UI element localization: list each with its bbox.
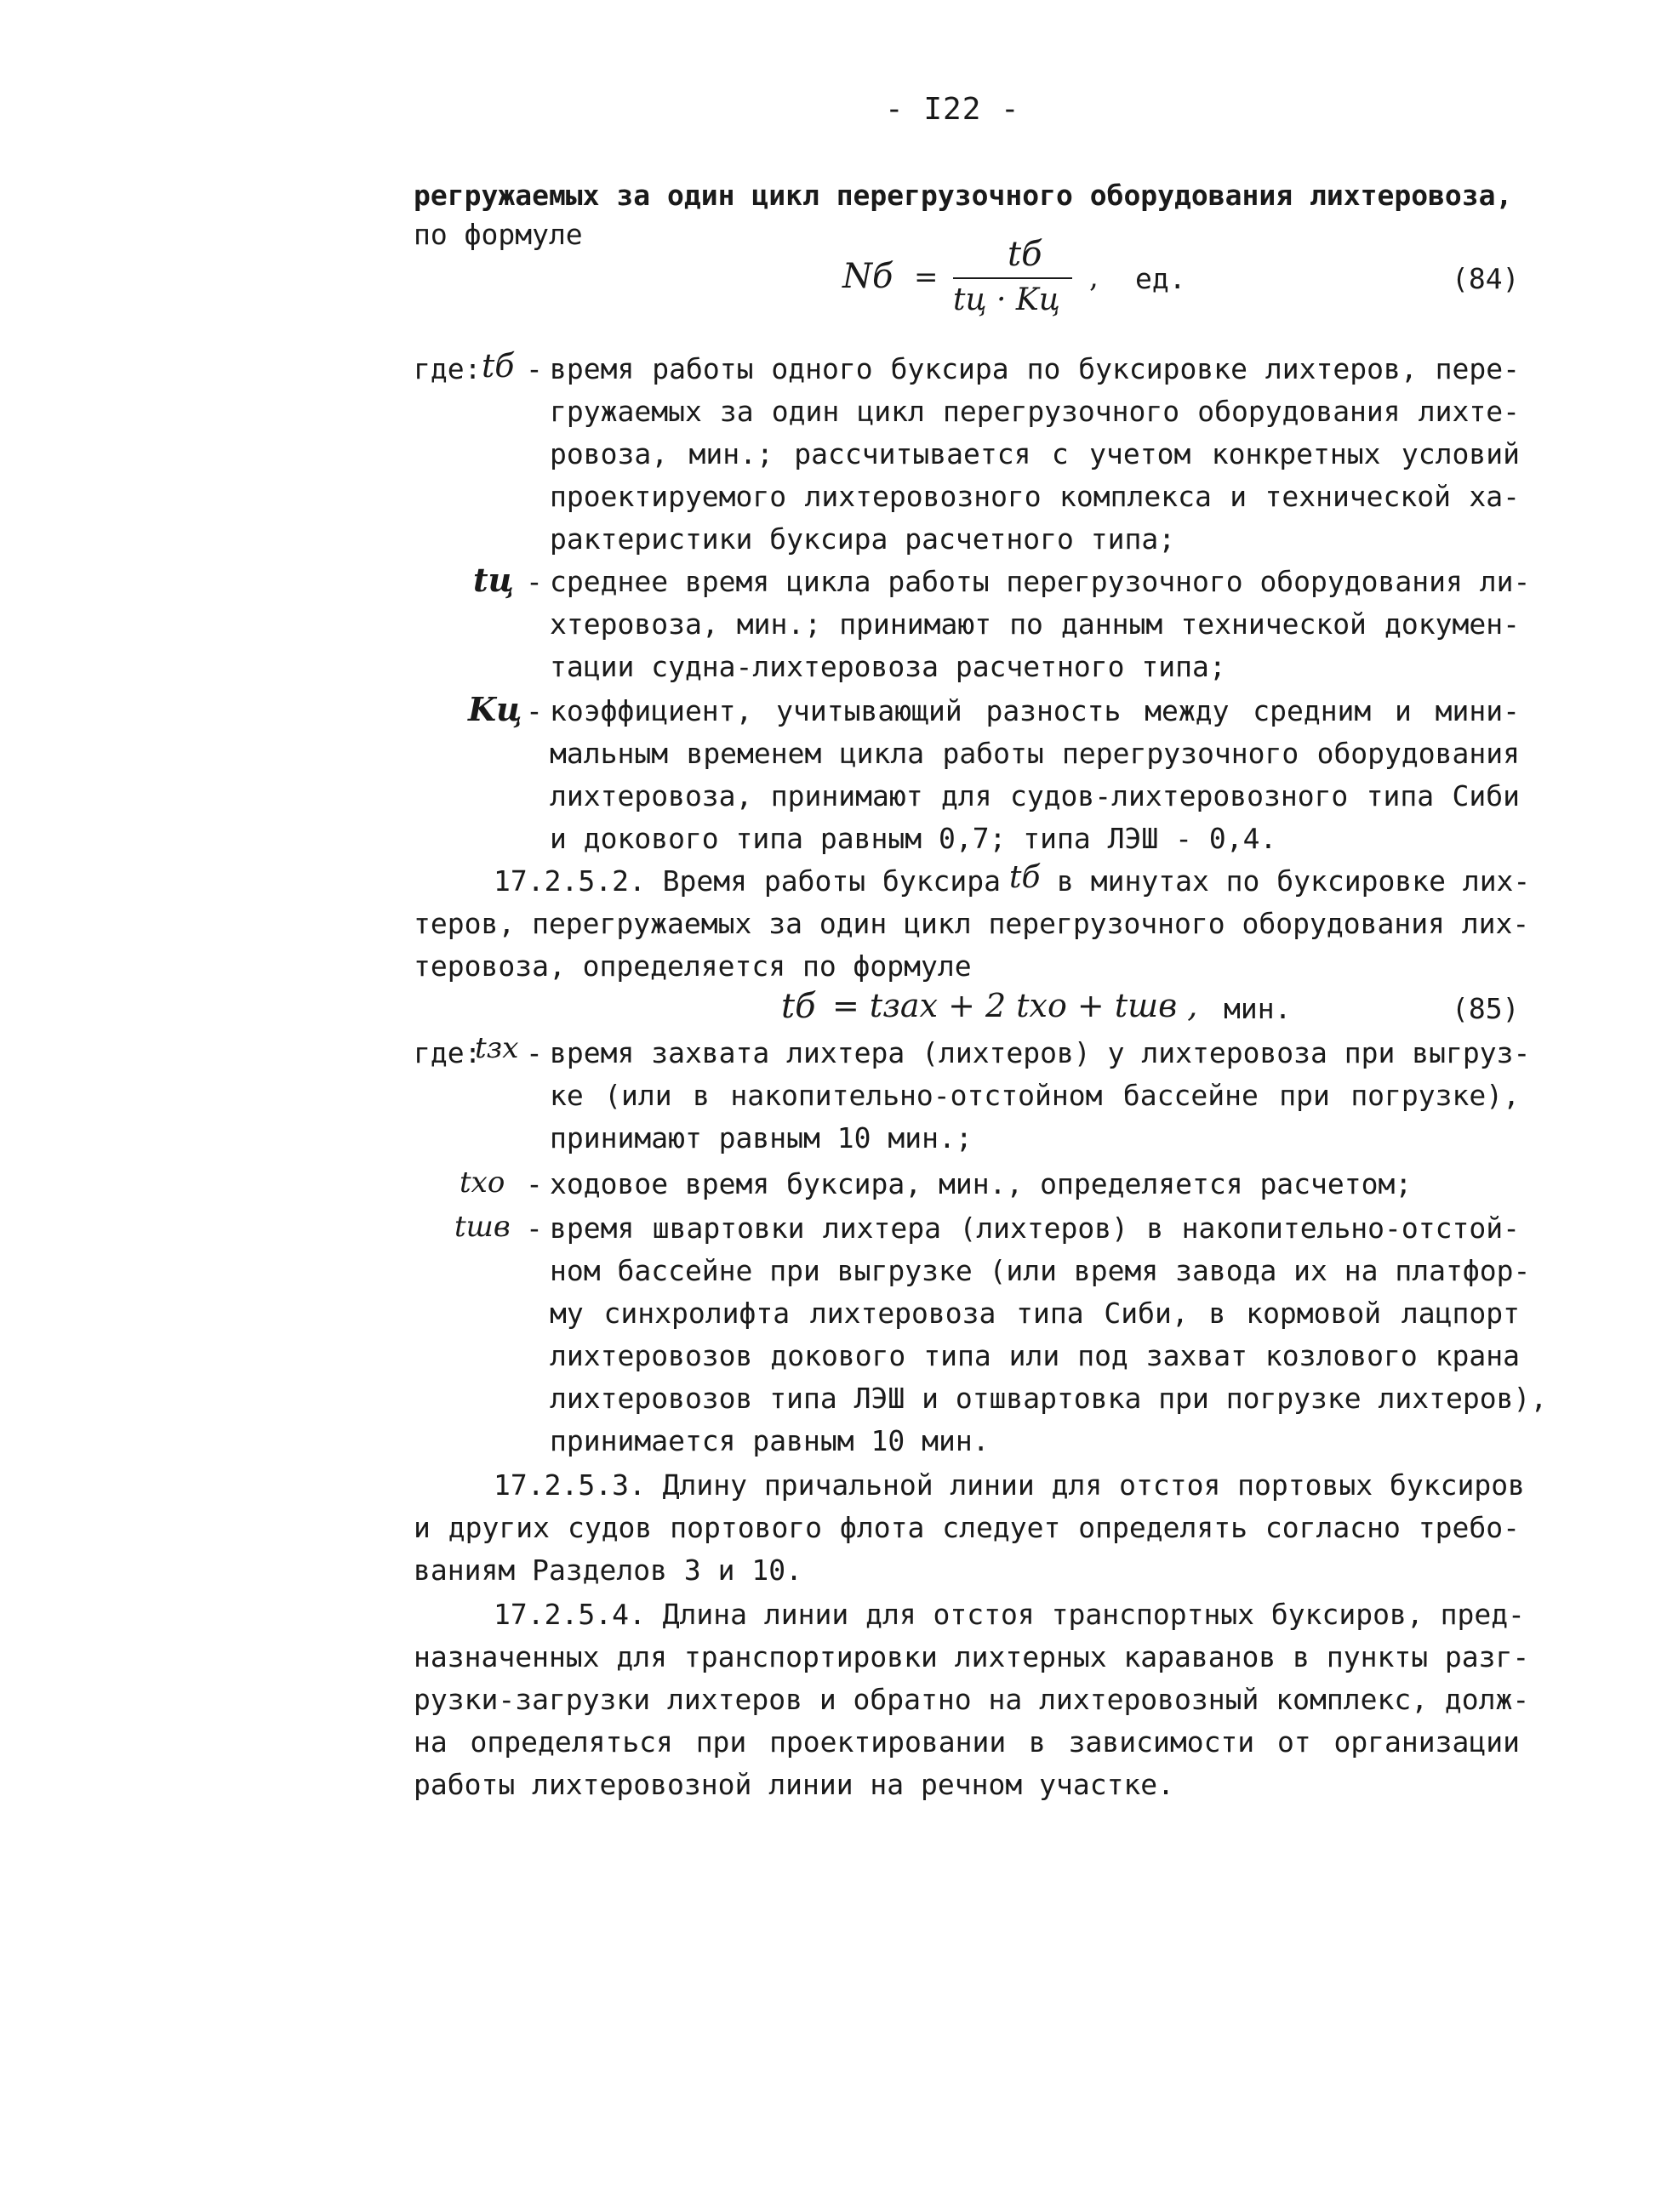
defs85-dash-2: - — [526, 1211, 543, 1245]
eq84-denominator: tц · Kц — [953, 282, 1060, 317]
defs85-item0-line-1: время захвата лихтера (лихтеров) у лихтеровоза при выгруз- — [550, 1036, 1531, 1069]
eq85-lhs: tб — [781, 987, 816, 1026]
eq84-number: (84) — [1452, 262, 1520, 295]
defs84-item1-line-1: среднее время цикла работы перегрузочного оборудования ли- — [550, 565, 1531, 598]
defs84-item0-line-2: гружаемых за один цикл перегрузочного оборудования лихте- — [550, 395, 1520, 428]
defs84-symbol-kc: Kц — [468, 690, 522, 728]
p17252-line1-b: в минутах по буксировке лих- — [1057, 864, 1531, 898]
defs85-symbol-tho: tхо — [460, 1166, 505, 1200]
eq85-rhs: = tзах + 2 tхо + tшв , — [832, 987, 1198, 1024]
defs85-dash-0: - — [526, 1036, 543, 1069]
defs84-where: где: — [414, 352, 482, 385]
defs85-item2-line-3: му синхролифта лихтеровоза типа Сиби, в кормовой лацпорт — [550, 1297, 1520, 1330]
defs84-item0-line-1: время работы одного буксира по буксировке лихтеров, пере- — [550, 352, 1520, 385]
eq84-lhs: Nб — [842, 257, 893, 296]
defs85-item2-line-1: время швартовки лихтера (лихтеров) в накопительно-отстой- — [550, 1211, 1520, 1245]
defs85-item1-line-1: ходовое время буксира, мин., определяется расчетом; — [550, 1167, 1413, 1200]
defs84-item1-line-3: тации судна-лихтеровоза расчетного типа; — [550, 650, 1226, 683]
defs84-item0-line-3: ровоза, мин.; рассчитывается с учетом конкретных условий — [550, 437, 1520, 470]
eq85-unit: мин. — [1224, 992, 1292, 1025]
defs84-dash-1: - — [526, 565, 543, 598]
defs85-item2-line-5: лихтеровозов типа ЛЭШ и отшвартовка при погрузке лихтеров), — [550, 1382, 1548, 1415]
defs85-symbol-tshv: tшв — [454, 1210, 511, 1244]
eq84-unit: ед. — [1135, 262, 1186, 295]
p17252-line1-a: 17.2.5.2. Время работы буксира — [494, 864, 1002, 898]
defs85-dash-1: - — [526, 1167, 543, 1200]
p17254-line-3: рузки-загрузки лихтеров и обратно на лихтеровозный комплекс, долж- — [414, 1683, 1530, 1716]
p17252-line-2: теров, перегружаемых за один цикл перегрузочного оборудования лих- — [414, 907, 1530, 940]
defs84-item2-line-4: и докового типа равным 0,7; типа ЛЭШ - 0,4. — [550, 822, 1277, 855]
intro-line-2: по формуле — [414, 218, 583, 251]
p17252-line1-symbol: tб — [1009, 860, 1041, 895]
p17252-line-3: теровоза, определяется по формуле — [414, 949, 972, 983]
defs84-dash-2: - — [526, 694, 543, 727]
defs84-item0-line-5: рактеристики буксира расчетного типа; — [550, 522, 1176, 556]
defs85-item2-line-2: ном бассейне при выгрузке (или время завода их на платфор- — [550, 1254, 1531, 1287]
p17253-line-2: и других судов портового флота следует определять согласно требо- — [414, 1511, 1520, 1544]
defs84-symbol-tc: tц — [473, 561, 515, 599]
p17253-line-1: 17.2.5.3. Длину причальной линии для отстоя портовых буксиров — [494, 1468, 1525, 1502]
defs84-symbol-tb: tб — [482, 347, 515, 385]
eq84-numerator: tб — [1008, 235, 1042, 274]
defs84-item0-line-4: проектируемого лихтеровозного комплекса и технической ха- — [550, 480, 1520, 513]
eq84-comma: , — [1089, 260, 1099, 294]
defs84-dash-0: - — [526, 352, 543, 385]
defs84-item2-line-1: коэффициент, учитывающий разность между средним и мини- — [550, 694, 1520, 727]
eq84-equals: = — [914, 260, 939, 294]
p17254-line-5: работы лихтеровозной линии на речном участке. — [414, 1768, 1175, 1801]
defs85-item2-line-4: лихтеровозов докового типа или под захват козлового крана — [550, 1339, 1520, 1372]
defs84-item2-line-2: мальным временем цикла работы перегрузочного оборудования — [550, 737, 1520, 770]
eq85-number: (85) — [1452, 992, 1520, 1025]
eq84-fraction-bar — [953, 277, 1072, 279]
p17254-line-2: назначенных для транспортировки лихтерных караванов в пункты разг- — [414, 1640, 1530, 1673]
defs85-item2-line-6: принимается равным 10 мин. — [550, 1424, 990, 1457]
defs85-symbol-tzx: tзх — [475, 1031, 519, 1065]
page-number: - I22 - — [885, 92, 1020, 127]
defs85-item0-line-3: принимают равным 10 мин.; — [550, 1121, 973, 1154]
defs85-where: где: — [414, 1036, 482, 1069]
defs84-item2-line-3: лихтеровоза, принимают для судов-лихтеровозного типа Сиби — [550, 779, 1520, 812]
defs85-item0-line-2: ке (или в накопительно-отстойном бассейне при погрузке), — [550, 1079, 1520, 1112]
p17253-line-3: ваниям Разделов 3 и 10. — [414, 1554, 802, 1587]
p17254-line-1: 17.2.5.4. Длина линии для отстоя транспортных буксиров, пред- — [494, 1598, 1525, 1631]
p17254-line-4: на определяться при проектировании в зависимости от организации — [414, 1725, 1520, 1759]
intro-line-1: регружаемых за один цикл перегрузочного оборудования лихтеровоза, — [414, 179, 1513, 212]
defs84-item1-line-2: хтеровоза, мин.; принимают по данным технической докумен- — [550, 607, 1520, 641]
